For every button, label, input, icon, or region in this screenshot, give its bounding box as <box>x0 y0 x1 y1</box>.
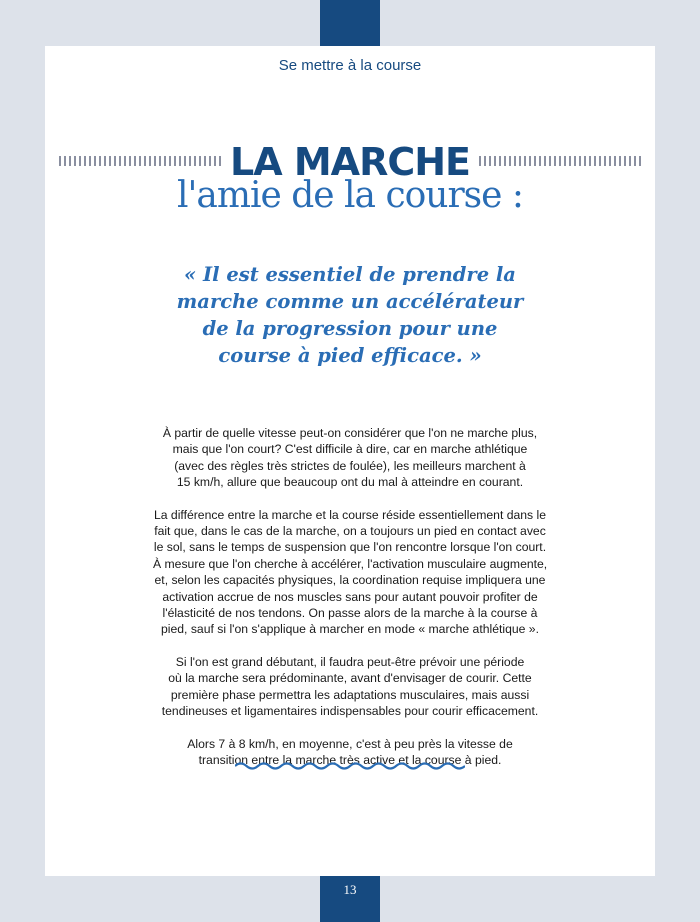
paragraph <box>153 425 547 491</box>
text-line: l'élasticité de nos tendons. On passe alors de la marche à la course à <box>162 606 538 621</box>
page-number: 13 <box>320 876 380 922</box>
text-line: et, selon les capacités physiques, la coordination requise impliquera une <box>154 573 546 588</box>
text-line: première phase permettra les adaptations musculaires, mais aussi <box>170 687 530 702</box>
title-ticks-right <box>479 156 641 166</box>
text-line: fait que, dans le cas de la marche, on a toujours un pied en contact avec <box>154 524 546 539</box>
quote-line: course à pied efficace. » <box>218 344 482 367</box>
text-line: À mesure que l'on cherche à accélérer, l'activation musculaire augmente, <box>153 556 548 571</box>
text-line: (avec des règles très strictes de foulée), les meilleurs marchent à <box>174 458 526 473</box>
page-title: LA MARCHE <box>230 140 470 184</box>
text-line: pied, sauf si l'on s'applique à marcher en mode « marche athlétique ». <box>161 622 539 637</box>
wave-divider <box>235 760 465 772</box>
text-line: Alors 7 à 8 km/h, en moyenne, c'est à peu près la vitesse de <box>187 736 513 751</box>
text-line: Si l'on est grand débutant, il faudra peut-être prévoir une période <box>175 654 525 669</box>
text-line: La différence entre la marche et la course réside essentiellement dans le <box>153 507 547 522</box>
page <box>45 46 655 876</box>
text-line: transition entre la marche très active et la course à pied. <box>198 752 502 767</box>
quote-line: « Il est essentiel de prendre la <box>184 263 516 286</box>
top-tab-decoration <box>320 0 380 46</box>
paragraph <box>153 507 547 638</box>
text-line: À partir de quelle vitesse peut-on considérer que l'on ne marche plus, <box>162 426 538 440</box>
text-line: mais que l'on court? C'est difficile à dire, car en marche athlétique <box>172 442 528 457</box>
page-subtitle: l'amie de la course : <box>176 175 524 216</box>
text-line: activation accrue de nos muscles sans pour autant pouvoir profiter de <box>162 589 538 604</box>
text-line: tendineuses et ligamentaires indispensables pour courir efficacement. <box>161 704 539 719</box>
running-head: Se mettre à la course <box>278 57 422 74</box>
body-text <box>153 425 547 784</box>
paragraph <box>153 654 547 720</box>
pull-quote <box>140 261 560 369</box>
quote-line: marche comme un accélérateur <box>176 290 524 313</box>
text-line: où la marche sera prédominante, avant d'envisager de courir. Cette <box>168 671 532 686</box>
quote-line: de la progression pour une <box>202 317 498 340</box>
text-line: 15 km/h, allure que beaucoup ont du mal à atteindre en courant. <box>176 475 524 490</box>
text-line: le sol, sans le temps de suspension que l'on rencontre lorsque l'on court. <box>153 540 547 555</box>
